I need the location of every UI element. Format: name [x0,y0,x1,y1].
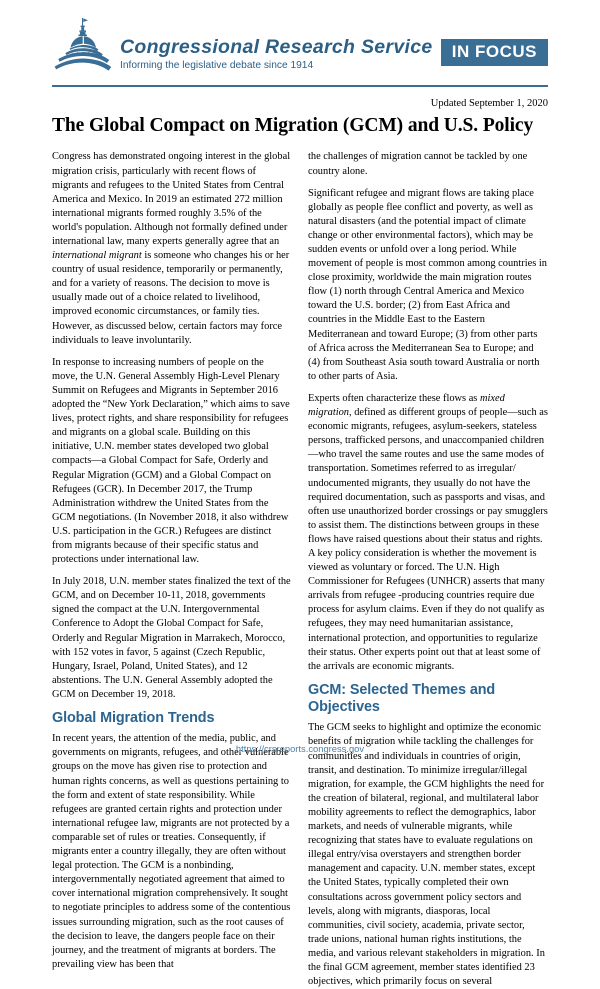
title-zone [0,98,600,137]
paragraph: In recent years, the attention of the media, public, and governments on migrants, refugees, and other vulnerable groups on the move has given rise to protection and human rights concerns, as well as questions pertaining to the form and extent of state responsibility. While refugees are granted certain rights and protection under international refugee law, migrants are not protected by a comparable set of rules or treaties. Consequently, if migrants enter a country illegally, they are often without legal protection. The GCM is a nonbinding, intergovernmentally negotiated agreement that aimed to cover international migration comprehensively. It sought to negotiate principles to address some of the contentious issues surrounding migration, such as the root causes of the decision to leave, the dangers people face on their journey, and the treatment of migrants at borders. The prevailing view has been that [52,733,291,970]
section-heading-global-migration-trends: Global Migration Trends [52,710,215,726]
brand-text [120,37,432,74]
crs-brand [52,16,432,78]
capitol-dome-icon [52,16,114,74]
right-column [308,150,548,989]
paragraph: The GCM seeks to highlight and optimize the economic benefits of migration while tackling the challenges for communities and individuals in countries of origin, transit, and destination. To minimize irregular/illegal migration, for example, the GCM highlights the need for the creation of bilateral, regional, and multilateral labor mobility agreements to reflect the demographics, labor markets, and needs of vulnerable migrants, while recognizing that states have to evaluate regulations on illegal entry/visa overstayers and strengthen border management and capacity. U.N. member states, except the United States, typically completed their own consultations across government policy sectors and levels, along with migrants, diasporas, local communities, civil society, academia, private sector, trade unions, national human rights institutions, the media, and various relevant stakeholders in migration. In the final GCM agreement, member states identified 23 objectives, which primarily focus on several [308,722,545,988]
status-badge: IN FOCUS [441,39,548,66]
header-divider [52,85,548,87]
section-heading-gcm-selected-themes: GCM: Selected Themes and Objectives [308,681,496,716]
masthead [0,0,600,78]
left-column [52,150,292,989]
paragraph [308,392,548,674]
brand-tagline: Informing the legislative debate since 1914 [120,59,314,71]
emphasized-term: mixed migration [308,392,505,419]
paragraph-text: is someone who changes his or her country of usual residence, temporarily or permanently, and for a variety of reasons. The decision to move is usually made out of a choice related to livelihood, improved economic circumstances, or family ties. However, as discussed below, certain factors may force individuals to leave involuntarily. [52,250,290,346]
article-body [0,150,600,989]
paragraph-text: Congress has demonstrated ongoing interest in the global migration crisis, particularly with recent flows of migrants and refugees to the United States from Central America and Mexico. In 2019 an estimated 272 million international migrants formed roughly 3.5% of the world's population. Although not formally defined under international law, many experts generally agree that an [52,151,291,247]
paragraph: Significant refugee and migrant flows are taking place globally as people flee conflict and poverty, as well as natural disasters (and the potential impact of climate change or other environmental factors), which may be sudden events or unfold over a long period. While movement of people is most common among countries in close proximity, worldwide the main migration routes flow (1) north through Central America and Mexico toward the U.S. border; (2) from East Africa and countries in the Middle East to the Eastern Mediterranean and toward Europe; (3) from other parts of Africa across the Mediterranean Sea to Europe; and (4) from Southeast Asia south toward Australia or north to other parts of Asia. [308,187,547,382]
footer [0,739,600,757]
paragraph: In response to increasing numbers of people on the move, the U.N. General Assembly High-Level Plenary Summit on Refugees and Migrants in September 2016 adopted the “New York Declaration,” which aims to save lives, protect rights, and share responsibility for refugees and migrants on a global scale. Building on this initiative, U.N. member states developed two global compacts—a Global Compact for Safe, Orderly and Regular Migration (GCM) and a Global Compact on Refugees (GCR). In December 2017, the Trump Administration withdrew the United States from the GCM negotiations. (In November 2018, it also withdrew U.S. participation in the GCR.) Refugees are distinct from migrants because of their specific status and protections under international law. [52,356,290,566]
emphasized-term: international migrant [52,250,142,262]
brand-name: Congressional Research Service [120,36,433,59]
paragraph-text: Experts often characterize these flows as [308,392,480,404]
paragraph: the challenges of migration cannot be tackled by one country alone. [308,151,528,177]
page-title: The Global Compact on Migration (GCM) and U.S. Policy [52,114,534,136]
crs-reports-link[interactable]: https://crsreports.congress.gov [235,743,365,754]
paragraph: In July 2018, U.N. member states finalized the text of the GCM, and on December 10-11, 2018, governments signed the compact at the U.N. Intergovernmental Conference to Adopt the Global Compact for Safe, Orderly and Regular Migration in Marrakech, Morocco, with 152 votes in favor, 5 against (Czech Republic, Hungary, Israel, Poland, United States), and 12 abstentions. The U.N. General Assembly adopted the GCM on December 19, 2018. [52,576,291,700]
paragraph [52,150,292,347]
paragraph-text: , defined as different groups of people—such as economic migrants, refugees, asylum-seekers, stateless persons, trafficked persons, and unaccompanied children—who travel the same routes and use the same modes of transportation. Sometimes referred to as irregular/ undocumented migrants, they usually do not have the required documentation, such as passports and visas, and often use unauthorized border crossings or pay smugglers to assist them. The distinctions between groups in these flows have raised questions about their status and rights. A key policy consideration is whether the movement is viewed as voluntary or forced. The U.N. High Commissioner for Refugees (UNHCR) asserts that many arrivals from refugee -producing countries require due process for asylum claims. Even if they do not qualify as refugees, they may need humanitarian assistance, international protection, and opportunities to regularize their status. Other experts point out that at least some of the arrivals are economic migrants. [308,407,548,672]
updated-date: Updated September 1, 2020 [430,98,548,109]
